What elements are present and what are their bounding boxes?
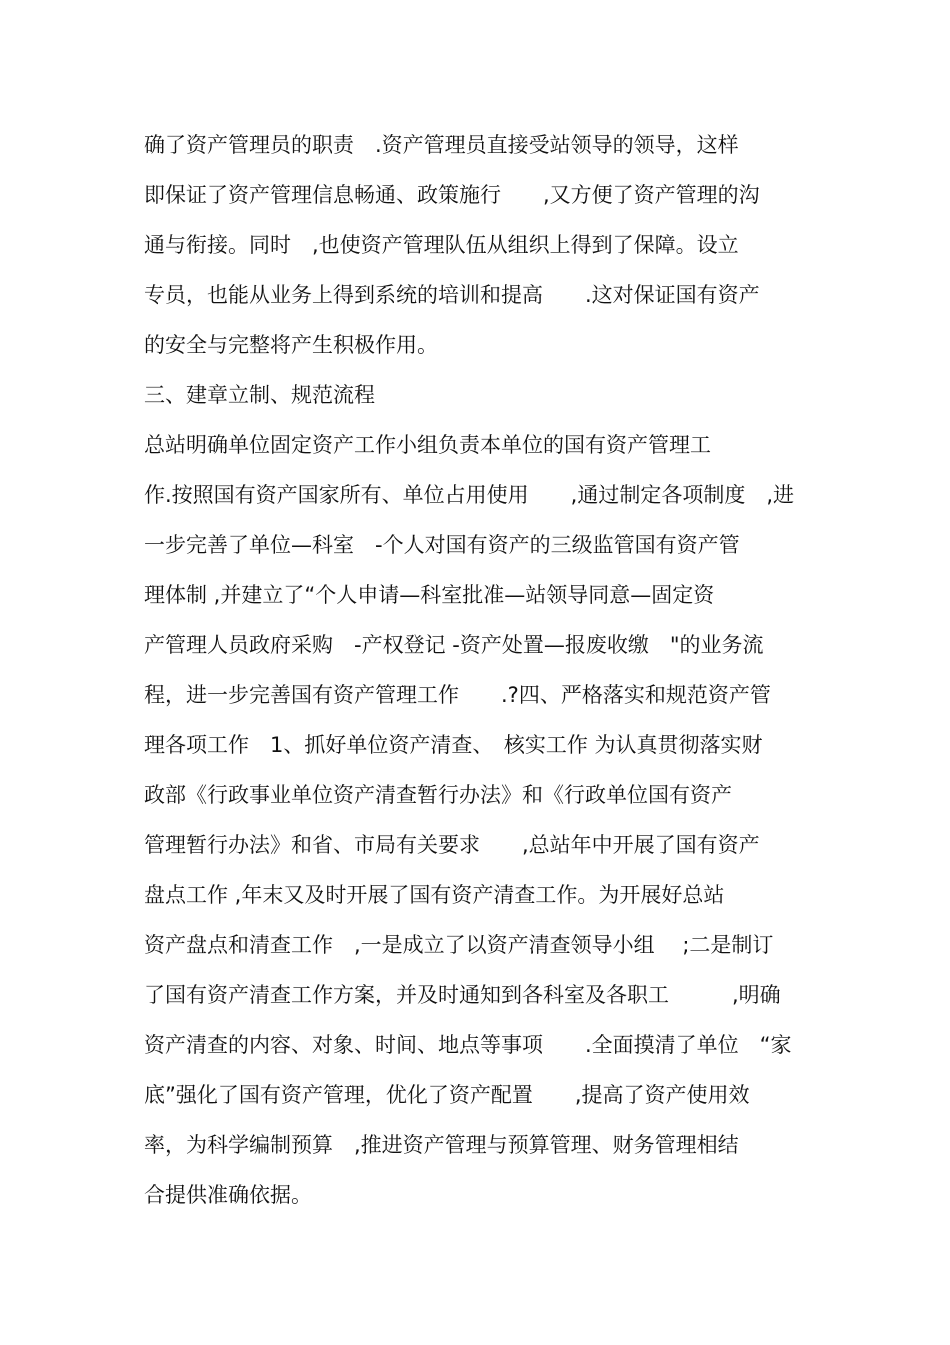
text-line: 理各项工作 1、抓好单位资产清查、 核实工作 为认真贯彻落实财 [144, 733, 763, 757]
text-line: 总站明确单位固定资产工作小组负责本单位的国有资产管理工 [144, 433, 711, 457]
text-line: 通与衔接。同时 ,也使资产管理队伍从组织上得到了保障。设立 [144, 233, 739, 257]
text-line: 率，为科学编制预算 ,推进资产管理与预算管理、财务管理相结 [144, 1133, 739, 1157]
text-line: 一步完善了单位—科室 -个人对国有资产的三级监管国有资产管 [144, 533, 740, 557]
text-line: 管理暂行办法》和省、市局有关要求 ,总站年中开展了国有资产 [144, 833, 760, 857]
text-line: 理体制 ,并建立了“个人申请—科室批准—站领导同意—固定资 [144, 583, 715, 607]
section-heading: 三、建章立制、规范流程 [144, 383, 375, 407]
text-line: 产管理人员政府采购 -产权登记 -资产处置—报废收缴 "的业务流 [144, 633, 764, 657]
text-line: 了国有资产清查工作方案，并及时通知到各科室及各职工 ,明确 [144, 983, 781, 1007]
text-line: 作.按照国有资产国家所有、单位占用使用 ,通过制定各项制度 ,进 [144, 483, 795, 507]
text-line: 合提供准确依据。 [144, 1183, 312, 1207]
text-line: 资产清查的内容、对象、时间、地点等事项 .全面摸清了单位 “家 [144, 1033, 792, 1057]
text-line: 程，进一步完善国有资产管理工作 .?四、严格落实和规范资产管 [144, 683, 771, 707]
text-line: 即保证了资产管理信息畅通、政策施行 ,又方便了资产管理的沟 [144, 183, 760, 207]
text-line: 的安全与完整将产生积极作用。 [144, 333, 438, 357]
text-line: 资产盘点和清查工作 ,一是成立了以资产清查领导小组 ;二是制订 [144, 933, 774, 957]
text-line: 确了资产管理员的职责 .资产管理员直接受站领导的领导，这样 [144, 133, 739, 157]
text-line: 底”强化了国有资产管理，优化了资产配置 ,提高了资产使用效 [144, 1083, 750, 1107]
text-line: 政部《行政事业单位资产清查暂行办法》和《行政单位国有资产 [144, 783, 732, 807]
text-line: 盘点工作 ,年末又及时开展了国有资产清查工作。为开展好总站 [144, 883, 725, 907]
body-text [144, 126, 844, 1226]
text-line: 专员，也能从业务上得到系统的培训和提高 .这对保证国有资产 [144, 283, 760, 307]
